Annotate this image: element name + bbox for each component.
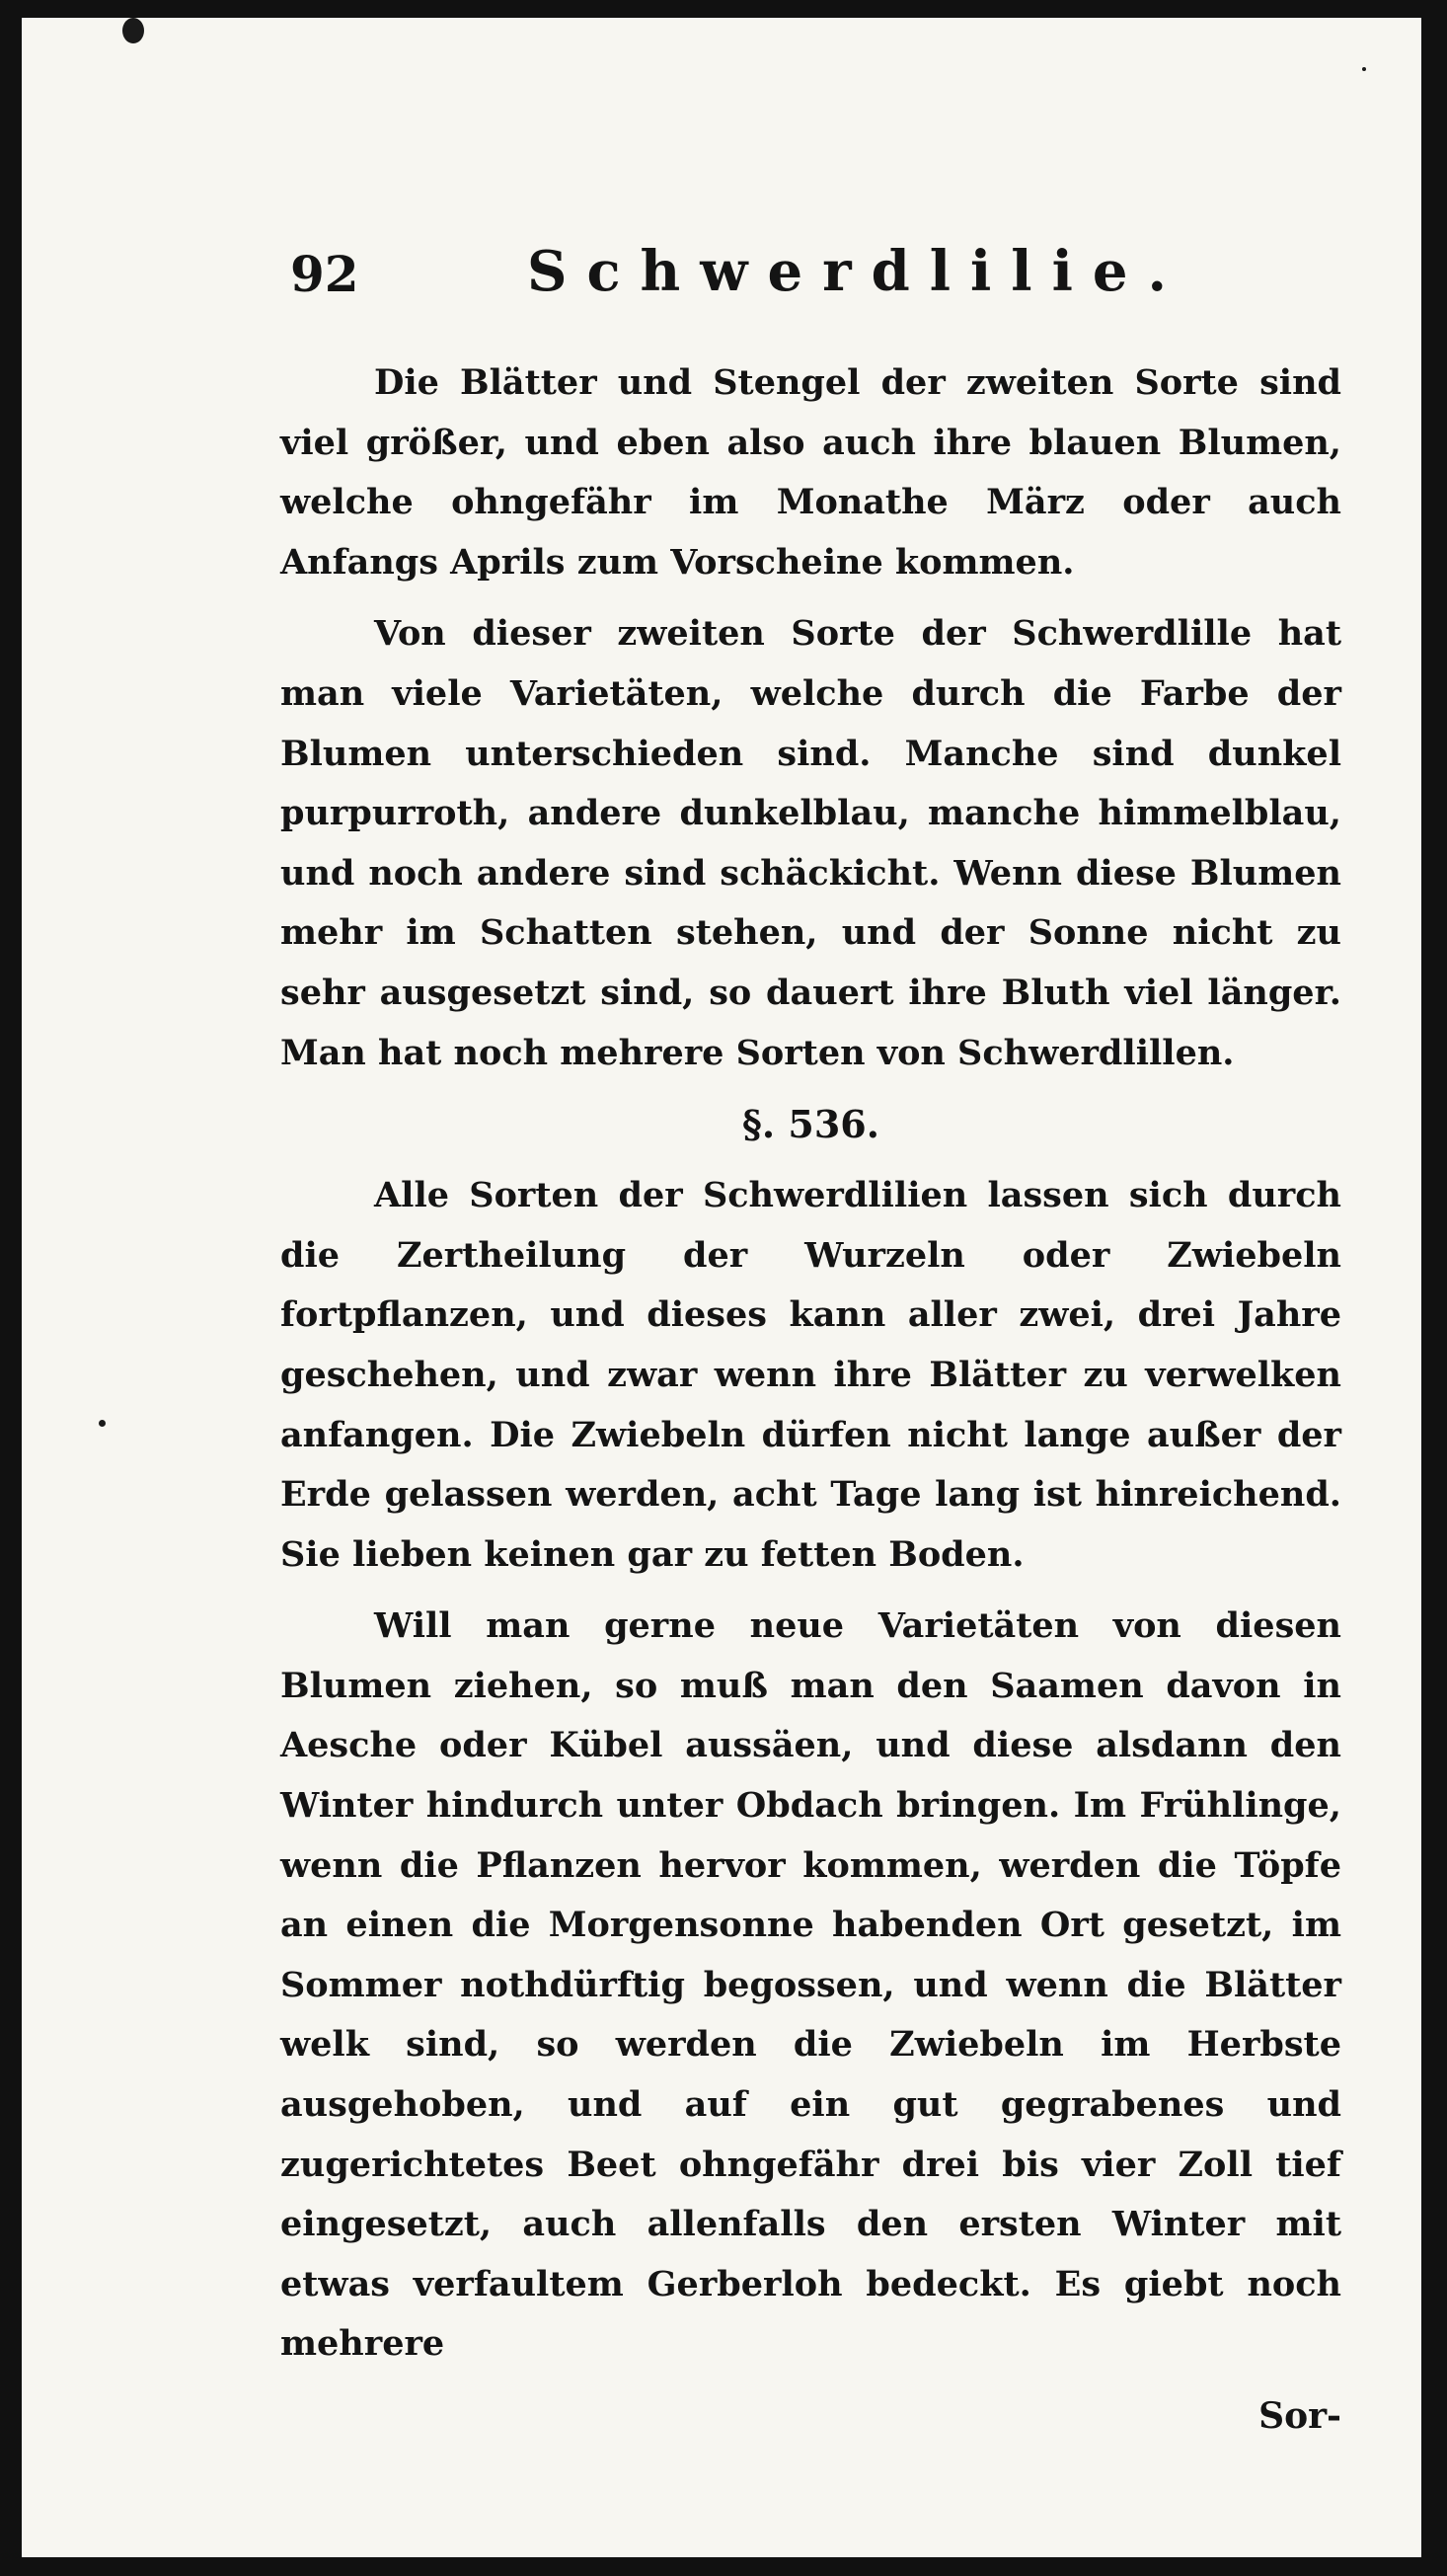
running-head-title: Schwerdlilie. xyxy=(527,239,1186,304)
section-number: §. 536. xyxy=(742,1102,879,1147)
ink-speck xyxy=(122,18,144,43)
paragraph: Von dieser zweiten Sorte der Schwerdlille hat man viele Varietäten, welche durch die Farbe der Blumen unterschieden sind. Manche sind dunkel purpurroth, andere dunkelblau, manche himmelblau, und noch andere sind schäckicht. Wenn diese Blumen mehr im Schatten stehen, und der Sonne nicht zu sehr ausgesetzt sind, so dauert ihre Bluth viel länger. Man hat noch mehrere Sorten von Schwerdlillen. xyxy=(280,613,1341,1073)
paragraph: Will man gerne neue Varietäten von diesen Blumen ziehen, so muß man den Saamen davon in Aesche oder Kübel aussäen, und diese alsdann den Winter hindurch unter Obdach bringen. Im Frühlinge, wenn die Pflanzen hervor kommen, werden die Töpfe an einen die Morgensonne habenden Ort gesetzt, im Sommer nothdürftig begossen, und wenn die Blätter welk sind, so werden die Zwiebeln im Herbste ausgehoben, und auf ein gut gegrabenes und zugerichtetes Beet ohngefähr drei bis vier Zoll tief eingesetzt, auch allenfalls den ersten Winter mit etwas verfaultem Gerberloh bedeckt. Es giebt noch mehrere xyxy=(280,1605,1341,2365)
ink-speck xyxy=(99,1420,106,1427)
paragraph: Alle Sorten der Schwerdlilien lassen sich durch die Zertheilung der Wurzeln oder Zwiebeln fortpflanzen, und dieses kann aller zwei, drei Jahre geschehen, und zwar wenn ihre Blätter zu verwelken anfangen. Die Zwiebeln dürfen nicht lange außer der Erde gelassen werden, acht Tage lang ist hinreichend. Sie lieben keinen gar zu fetten Boden. xyxy=(280,1175,1341,1575)
ink-speck xyxy=(1362,67,1366,71)
body-text xyxy=(280,353,1341,2447)
paragraph: Die Blätter und Stengel der zweiten Sorte sind viel größer, und eben also auch ihre blauen Blumen, welche ohngefähr im Monathe März oder auch Anfangs Aprils zum Vorscheine kommen. xyxy=(280,362,1341,583)
page-header xyxy=(268,237,1364,316)
book-page xyxy=(22,18,1421,2557)
catchword: Sor- xyxy=(1258,2395,1341,2437)
page-number: 92 xyxy=(290,245,359,303)
